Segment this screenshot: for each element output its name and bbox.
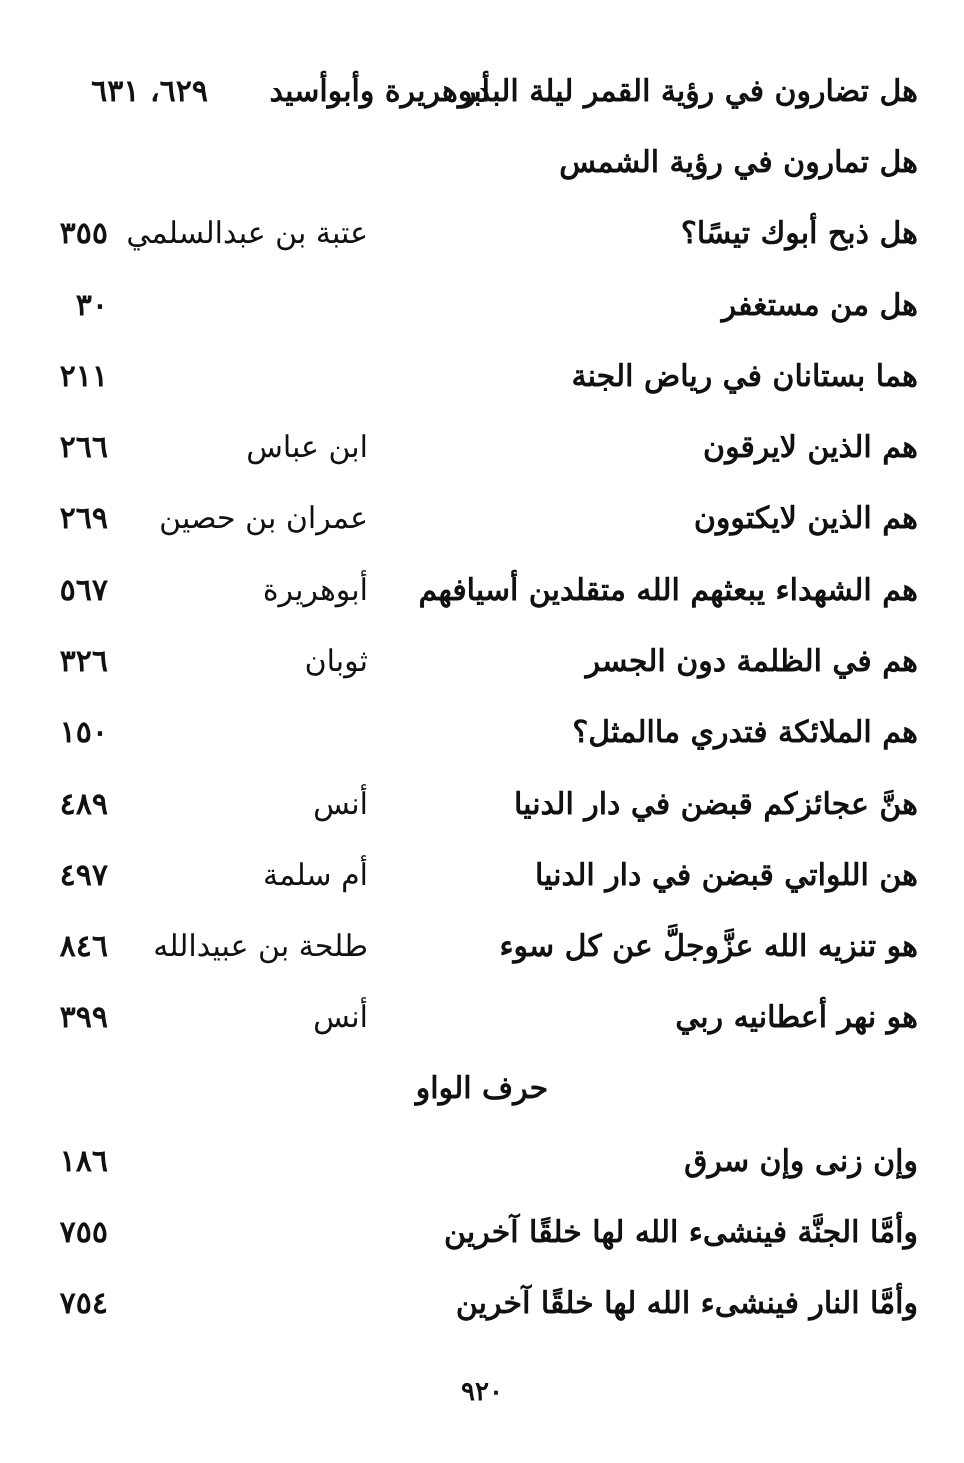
narrator-name: ثوبان <box>304 644 368 679</box>
page-reference: ٣٠ <box>75 288 108 323</box>
page-reference: ٣٩٩ <box>59 1000 108 1035</box>
index-entry <box>0 1140 964 1200</box>
hadith-text: هم الذين لايرقون <box>703 430 918 465</box>
index-entry <box>0 783 964 843</box>
index-entry <box>0 711 964 771</box>
hadith-text: هنَّ عجائزكم قبضن في دار الدنيا <box>514 787 918 822</box>
page-reference: ٤٨٩ <box>59 787 108 822</box>
hadith-text: وإن زنى وإن سرق <box>684 1144 918 1179</box>
index-entry <box>0 854 964 914</box>
hadith-text: وأمَّا الجنَّة فينشىء الله لها خلقًا آخرين <box>443 1215 918 1250</box>
page-reference: ٥٦٧ <box>59 573 108 608</box>
page-reference: ٣٢٦ <box>59 644 108 679</box>
page-reference: ٦٢٩، ٦٣١ <box>91 74 208 109</box>
index-entry <box>0 497 964 557</box>
page-reference: ٣٥٥ <box>59 216 108 251</box>
hadith-text: هم الشهداء يبعثهم الله متقلدين أسيافهم <box>418 573 918 608</box>
index-entry <box>0 355 964 415</box>
hadith-text: هن اللواتي قبضن في دار الدنيا <box>534 858 918 893</box>
hadith-text: هم الذين لايكتوون <box>693 501 918 536</box>
index-entry <box>0 1211 964 1271</box>
page-reference: ١٥٠ <box>59 715 108 750</box>
hadith-text: هل تمارون في رؤية الشمس <box>559 145 918 180</box>
narrator-name: أبوهريرة وأبوأسيد <box>269 74 490 109</box>
index-entry <box>0 141 964 201</box>
hadith-text: هل ذبح أبوك تيسًا؟ <box>680 216 918 251</box>
index-entry <box>0 70 964 130</box>
hadith-text: هل من مستغفر <box>721 288 918 323</box>
narrator-name: أنس <box>313 787 368 822</box>
narrator-name: أنس <box>313 1000 368 1035</box>
hadith-text: هم الملائكة فتدري ماالمثل؟ <box>572 715 918 750</box>
hadith-text: هما بستانان في رياض الجنة <box>571 359 918 394</box>
hadith-text: هم في الظلمة دون الجسر <box>585 644 918 679</box>
page-reference: ٤٩٧ <box>59 858 108 893</box>
section-heading: حرف الواو <box>415 1071 549 1106</box>
narrator-name: أبوهريرة <box>262 573 368 608</box>
narrator-name: أم سلمة <box>263 858 368 893</box>
index-entry <box>0 996 964 1056</box>
index-entry <box>0 426 964 486</box>
page-reference: ٧٥٥ <box>59 1215 108 1250</box>
hadith-text: هو نهر أعطانيه ربي <box>675 1000 918 1035</box>
page-number: ٩٢٠ <box>461 1377 503 1407</box>
page-reference: ١٨٦ <box>59 1144 108 1179</box>
hadith-text: هل تضارون في رؤية القمر ليلة البدر <box>462 74 918 109</box>
hadith-text: هو تنزيه الله عزَّوجلَّ عن كل سوء <box>499 929 918 964</box>
index-entry <box>0 284 964 344</box>
narrator-name: ابن عباس <box>246 430 368 465</box>
narrator-name: طلحة بن عبيدالله <box>153 929 368 964</box>
hadith-text: وأمَّا النار فينشىء الله لها خلقًا آخرين <box>455 1286 918 1321</box>
page-reference: ٧٥٤ <box>59 1286 108 1321</box>
index-entry <box>0 640 964 700</box>
page-reference: ٢٦٦ <box>59 430 108 465</box>
index-entry <box>0 212 964 272</box>
narrator-name: عمران بن حصين <box>159 501 368 536</box>
page-reference: ٨٤٦ <box>59 929 108 964</box>
narrator-name: عتبة بن عبدالسلمي <box>126 216 368 251</box>
index-entry <box>0 569 964 629</box>
index-entry <box>0 1282 964 1342</box>
index-entry <box>0 925 964 985</box>
page-reference: ٢٦٩ <box>59 501 108 536</box>
page-reference: ٢١١ <box>59 359 108 394</box>
